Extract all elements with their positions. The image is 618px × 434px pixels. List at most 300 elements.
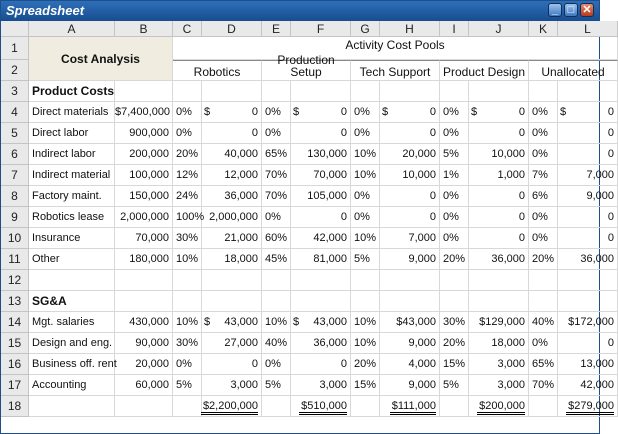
- row-total[interactable]: 100,000: [115, 165, 173, 186]
- column-header-a[interactable]: A: [29, 21, 115, 37]
- pct-cell[interactable]: 0%: [262, 354, 291, 375]
- pct-cell[interactable]: 0%: [351, 123, 380, 144]
- pct-cell[interactable]: 70%: [262, 186, 291, 207]
- amount-cell[interactable]: [380, 186, 440, 207]
- empty-cell[interactable]: [115, 81, 173, 102]
- amount-value: 0: [340, 127, 347, 139]
- amount-cell[interactable]: [380, 165, 440, 186]
- pool-header-unallocated[interactable]: Unallocated: [529, 60, 618, 81]
- empty-cell[interactable]: [351, 81, 380, 102]
- amount-cell[interactable]: [469, 207, 529, 228]
- row-header-9[interactable]: 9: [1, 207, 29, 228]
- empty-cell[interactable]: [202, 270, 262, 291]
- amount-value: 0: [429, 190, 436, 202]
- amount-cell[interactable]: [558, 354, 618, 375]
- pct-cell[interactable]: 0%: [529, 102, 558, 123]
- total-robotics[interactable]: [175, 396, 262, 417]
- pct-cell[interactable]: 10%: [173, 249, 202, 270]
- empty-cell[interactable]: [469, 81, 529, 102]
- amount-value: 3,000: [319, 379, 347, 391]
- cost-analysis-header[interactable]: Cost Analysis: [29, 37, 173, 81]
- pct-cell[interactable]: 0%: [440, 207, 469, 228]
- amount-value: 18,000: [224, 253, 258, 265]
- currency-symbol: $: [560, 106, 567, 118]
- empty-cell[interactable]: [115, 291, 173, 312]
- row-label[interactable]: Indirect material: [29, 165, 115, 186]
- amount-value: 42,000: [580, 379, 614, 391]
- amount-cell[interactable]: [380, 312, 440, 333]
- pct-cell[interactable]: 20%: [351, 354, 380, 375]
- column-header-i[interactable]: I: [440, 21, 469, 37]
- currency-symbol: $: [293, 316, 300, 328]
- pool-header-tech_support[interactable]: Tech Support: [351, 60, 440, 81]
- amount-value: 3,000: [230, 379, 258, 391]
- section-product-costs[interactable]: Product Costs: [29, 81, 115, 102]
- amount-cell[interactable]: [202, 186, 262, 207]
- amount-cell[interactable]: [291, 186, 351, 207]
- amount-value: 0: [518, 211, 525, 223]
- empty-cell[interactable]: [291, 270, 351, 291]
- amount-cell[interactable]: [558, 375, 618, 396]
- empty-cell[interactable]: [202, 81, 262, 102]
- row-label[interactable]: Mgt. salaries: [29, 312, 115, 333]
- row-header-7[interactable]: 7: [1, 165, 29, 186]
- empty-cell[interactable]: [29, 396, 115, 417]
- amount-value: 1,000: [497, 169, 525, 181]
- pct-cell[interactable]: 10%: [173, 312, 202, 333]
- pct-cell[interactable]: 5%: [173, 375, 202, 396]
- pct-cell[interactable]: 0%: [351, 207, 380, 228]
- empty-cell[interactable]: [173, 291, 202, 312]
- row-header-17[interactable]: 17: [1, 375, 29, 396]
- column-header-h[interactable]: H: [380, 21, 440, 37]
- empty-cell[interactable]: [115, 396, 173, 417]
- total-design[interactable]: [442, 396, 529, 417]
- amount-value: 0: [429, 106, 436, 118]
- pct-cell[interactable]: 0%: [173, 354, 202, 375]
- pct-cell[interactable]: 30%: [440, 312, 469, 333]
- amount-cell[interactable]: [558, 144, 618, 165]
- currency-symbol: $: [471, 106, 478, 118]
- amount-cell[interactable]: [202, 333, 262, 354]
- amount-value: 105,000: [307, 190, 347, 202]
- row-label[interactable]: Direct materials: [29, 102, 115, 123]
- pool-header-robotics[interactable]: Robotics: [173, 60, 262, 81]
- amount-value: 43,000: [313, 316, 347, 328]
- empty-cell[interactable]: [202, 291, 262, 312]
- column-header-k[interactable]: K: [529, 21, 558, 37]
- amount-value: 36,000: [580, 253, 614, 265]
- pct-cell[interactable]: 65%: [529, 354, 558, 375]
- pct-cell[interactable]: 45%: [262, 249, 291, 270]
- amount-cell[interactable]: [558, 165, 618, 186]
- row-header-8[interactable]: 8: [1, 186, 29, 207]
- empty-cell[interactable]: [440, 270, 469, 291]
- amount-cell[interactable]: [291, 375, 351, 396]
- pct-cell[interactable]: 40%: [262, 333, 291, 354]
- empty-cell[interactable]: [558, 270, 618, 291]
- amount-cell[interactable]: [469, 123, 529, 144]
- empty-cell[interactable]: [380, 270, 440, 291]
- amount-cell[interactable]: [202, 312, 262, 333]
- pct-cell[interactable]: 5%: [440, 375, 469, 396]
- column-header-j[interactable]: J: [469, 21, 529, 37]
- amount-cell[interactable]: [380, 228, 440, 249]
- amount-cell[interactable]: [380, 375, 440, 396]
- pct-cell[interactable]: 0%: [440, 228, 469, 249]
- empty-cell[interactable]: [558, 291, 618, 312]
- amount-value: 0: [518, 190, 525, 202]
- pct-cell[interactable]: 10%: [262, 312, 291, 333]
- window-title: Spreadsheet: [6, 3, 85, 18]
- empty-cell[interactable]: [351, 291, 380, 312]
- pct-cell[interactable]: 0%: [529, 123, 558, 144]
- row-total[interactable]: 180,000: [115, 249, 173, 270]
- section-sga[interactable]: SG&A: [29, 291, 115, 312]
- amount-value: 81,000: [313, 253, 347, 265]
- pct-cell[interactable]: 1%: [440, 165, 469, 186]
- total-value: $200,000: [477, 400, 525, 415]
- minimize-icon: _: [551, 4, 559, 16]
- pct-cell[interactable]: 5%: [262, 375, 291, 396]
- amount-value: 40,000: [224, 148, 258, 160]
- amount-cell[interactable]: [202, 144, 262, 165]
- pct-cell[interactable]: 0%: [440, 123, 469, 144]
- row-header-3[interactable]: 3: [1, 81, 29, 102]
- amount-cell[interactable]: [558, 102, 618, 123]
- amount-cell[interactable]: [469, 165, 529, 186]
- pct-cell[interactable]: 0%: [173, 123, 202, 144]
- amount-cell[interactable]: [202, 102, 262, 123]
- amount-value: 4,000: [408, 358, 436, 370]
- empty-cell[interactable]: [529, 291, 558, 312]
- amount-cell[interactable]: [469, 375, 529, 396]
- column-header-e[interactable]: E: [262, 21, 291, 37]
- amount-cell[interactable]: [469, 333, 529, 354]
- total-unalloc[interactable]: [531, 396, 618, 417]
- amount-cell[interactable]: [291, 144, 351, 165]
- amount-cell[interactable]: [202, 354, 262, 375]
- empty-cell[interactable]: [351, 270, 380, 291]
- amount-value: 0: [518, 232, 525, 244]
- pct-cell[interactable]: 0%: [351, 102, 380, 123]
- amount-cell[interactable]: [558, 123, 618, 144]
- row-header-5[interactable]: 5: [1, 123, 29, 144]
- row-header-16[interactable]: 16: [1, 354, 29, 375]
- row-label[interactable]: Accounting: [29, 375, 115, 396]
- amount-cell[interactable]: [202, 249, 262, 270]
- column-header-b[interactable]: B: [115, 21, 173, 37]
- total-tech[interactable]: [353, 396, 440, 417]
- pct-cell[interactable]: 20%: [173, 144, 202, 165]
- pct-cell[interactable]: 12%: [173, 165, 202, 186]
- empty-cell[interactable]: [529, 270, 558, 291]
- amount-cell[interactable]: [202, 207, 262, 228]
- amount-cell[interactable]: [558, 228, 618, 249]
- pct-cell[interactable]: 0%: [351, 186, 380, 207]
- pct-cell[interactable]: 20%: [440, 249, 469, 270]
- total-value: $510,000: [299, 400, 347, 415]
- amount-cell[interactable]: [291, 207, 351, 228]
- row-total[interactable]: 20,000: [115, 354, 173, 375]
- row-total[interactable]: 70,000: [115, 228, 173, 249]
- amount-value: 18,000: [491, 337, 525, 349]
- amount-value: 0: [429, 127, 436, 139]
- pool-header-production_setup[interactable]: Production Setup: [262, 60, 351, 81]
- amount-cell[interactable]: [469, 354, 529, 375]
- pct-cell[interactable]: 0%: [173, 102, 202, 123]
- pct-cell[interactable]: 65%: [262, 144, 291, 165]
- row-label[interactable]: Design and eng.: [29, 333, 115, 354]
- row-header-15[interactable]: 15: [1, 333, 29, 354]
- amount-value: 3,000: [497, 358, 525, 370]
- amount-cell[interactable]: [291, 354, 351, 375]
- amount-cell[interactable]: [380, 333, 440, 354]
- row-header-4[interactable]: 4: [1, 102, 29, 123]
- empty-cell[interactable]: [380, 291, 440, 312]
- empty-cell[interactable]: [262, 270, 291, 291]
- pct-cell[interactable]: 15%: [440, 354, 469, 375]
- amount-cell[interactable]: [380, 207, 440, 228]
- total-setup[interactable]: [264, 396, 351, 417]
- amount-cell[interactable]: [291, 123, 351, 144]
- amount-value: 0: [518, 106, 525, 118]
- amount-value: 10,000: [491, 148, 525, 160]
- empty-cell[interactable]: [558, 81, 618, 102]
- amount-value: 36,000: [313, 337, 347, 349]
- amount-cell[interactable]: [380, 249, 440, 270]
- minimize-button[interactable]: [548, 3, 562, 17]
- row-total[interactable]: 2,000,000: [115, 207, 173, 228]
- amount-value: 0: [429, 211, 436, 223]
- amount-value: 36,000: [224, 190, 258, 202]
- row-total[interactable]: 90,000: [115, 333, 173, 354]
- amount-cell[interactable]: [469, 186, 529, 207]
- pct-cell[interactable]: 20%: [529, 249, 558, 270]
- amount-value: 0: [518, 127, 525, 139]
- amount-cell[interactable]: [291, 102, 351, 123]
- row-total[interactable]: 430,000: [115, 312, 173, 333]
- row-total[interactable]: 60,000: [115, 375, 173, 396]
- amount-value: 0: [607, 337, 614, 349]
- pct-cell[interactable]: 70%: [529, 375, 558, 396]
- amount-value: 10,000: [402, 169, 436, 181]
- pct-cell[interactable]: 0%: [262, 123, 291, 144]
- pct-cell[interactable]: 0%: [440, 186, 469, 207]
- amount-cell[interactable]: [469, 102, 529, 123]
- row-header-2[interactable]: 2: [1, 60, 29, 81]
- pct-cell[interactable]: 60%: [262, 228, 291, 249]
- pct-cell[interactable]: 100%: [173, 207, 202, 228]
- amount-value: 13,000: [580, 358, 614, 370]
- empty-cell[interactable]: [173, 270, 202, 291]
- amount-cell[interactable]: [202, 228, 262, 249]
- amount-value: 9,000: [408, 379, 436, 391]
- pct-cell[interactable]: 5%: [351, 249, 380, 270]
- pct-cell[interactable]: 0%: [262, 102, 291, 123]
- empty-cell[interactable]: [469, 270, 529, 291]
- column-header-g[interactable]: G: [351, 21, 380, 37]
- amount-value: 0: [607, 148, 614, 160]
- empty-cell[interactable]: [291, 81, 351, 102]
- amount-value: $172,000: [568, 316, 614, 328]
- pct-cell[interactable]: 30%: [173, 228, 202, 249]
- amount-value: 70,000: [313, 169, 347, 181]
- amount-cell[interactable]: [380, 354, 440, 375]
- close-icon: ✕: [582, 4, 592, 16]
- column-header-f[interactable]: F: [291, 21, 351, 37]
- amount-value: 130,000: [307, 148, 347, 160]
- amount-value: 36,000: [491, 253, 525, 265]
- maximize-button[interactable]: [564, 3, 578, 17]
- amount-value: 0: [251, 127, 258, 139]
- pct-cell[interactable]: 10%: [351, 312, 380, 333]
- empty-cell[interactable]: [380, 81, 440, 102]
- empty-cell[interactable]: [29, 270, 115, 291]
- amount-cell[interactable]: [558, 333, 618, 354]
- amount-value: 43,000: [224, 316, 258, 328]
- row-label[interactable]: Factory maint.: [29, 186, 115, 207]
- amount-value: 2,000,000: [209, 211, 258, 223]
- pct-cell[interactable]: 24%: [173, 186, 202, 207]
- amount-value: 0: [340, 358, 347, 370]
- row-header-12[interactable]: 12: [1, 270, 29, 291]
- amount-cell[interactable]: [202, 375, 262, 396]
- amount-cell[interactable]: [558, 312, 618, 333]
- amount-value: 0: [607, 211, 614, 223]
- amount-value: 0: [607, 127, 614, 139]
- row-label[interactable]: Insurance: [29, 228, 115, 249]
- amount-cell[interactable]: [380, 123, 440, 144]
- amount-cell[interactable]: [291, 249, 351, 270]
- amount-value: 12,000: [224, 169, 258, 181]
- activity-cost-pools-header[interactable]: Activity Cost Pools: [173, 37, 618, 60]
- amount-value: 0: [251, 358, 258, 370]
- amount-cell[interactable]: [202, 123, 262, 144]
- empty-cell[interactable]: [469, 291, 529, 312]
- row-header-14[interactable]: 14: [1, 312, 29, 333]
- pct-cell[interactable]: 0%: [529, 144, 558, 165]
- close-button[interactable]: [580, 3, 594, 17]
- pct-cell[interactable]: 70%: [262, 165, 291, 186]
- amount-value: 21,000: [224, 232, 258, 244]
- pct-cell[interactable]: 6%: [529, 186, 558, 207]
- amount-cell[interactable]: [469, 144, 529, 165]
- row-label[interactable]: Other: [29, 249, 115, 270]
- row-header-10[interactable]: 10: [1, 228, 29, 249]
- amount-value: $129,000: [479, 316, 525, 328]
- amount-cell[interactable]: [558, 186, 618, 207]
- row-label[interactable]: Robotics lease: [29, 207, 115, 228]
- pct-cell[interactable]: 0%: [440, 102, 469, 123]
- row-header-11[interactable]: 11: [1, 249, 29, 270]
- amount-cell[interactable]: [291, 165, 351, 186]
- amount-cell[interactable]: [558, 207, 618, 228]
- pct-cell[interactable]: 30%: [173, 333, 202, 354]
- row-header-1[interactable]: 1: [1, 37, 29, 60]
- pct-cell[interactable]: 0%: [262, 207, 291, 228]
- pct-cell[interactable]: 5%: [440, 144, 469, 165]
- pct-cell[interactable]: 0%: [529, 207, 558, 228]
- amount-cell[interactable]: [291, 228, 351, 249]
- row-total[interactable]: 900,000: [115, 123, 173, 144]
- amount-value: 20,000: [402, 148, 436, 160]
- amount-cell[interactable]: [291, 312, 351, 333]
- row-total[interactable]: $7,400,000: [115, 102, 173, 123]
- pct-cell[interactable]: 0%: [529, 228, 558, 249]
- column-header-d[interactable]: D: [202, 21, 262, 37]
- row-label[interactable]: Business off. rent: [29, 354, 115, 375]
- row-header-13[interactable]: 13: [1, 291, 29, 312]
- empty-cell[interactable]: [173, 81, 202, 102]
- pct-cell[interactable]: 15%: [351, 375, 380, 396]
- pct-cell[interactable]: 10%: [351, 228, 380, 249]
- column-header-c[interactable]: C: [173, 21, 202, 37]
- currency-symbol: $: [382, 106, 389, 118]
- empty-cell[interactable]: [262, 291, 291, 312]
- amount-value: 9,000: [408, 337, 436, 349]
- amount-value: 9,000: [408, 253, 436, 265]
- amount-value: 0: [607, 106, 614, 118]
- amount-value: 3,000: [497, 379, 525, 391]
- row-total[interactable]: 200,000: [115, 144, 173, 165]
- column-header-l[interactable]: L: [558, 21, 618, 37]
- row-header-18[interactable]: 18: [1, 396, 29, 417]
- empty-cell[interactable]: [529, 81, 558, 102]
- row-label[interactable]: Direct labor: [29, 123, 115, 144]
- amount-value: 0: [607, 232, 614, 244]
- pct-cell[interactable]: 20%: [440, 333, 469, 354]
- amount-value: 9,000: [586, 190, 614, 202]
- total-value: $111,000: [390, 400, 436, 415]
- currency-symbol: $: [204, 316, 211, 328]
- empty-cell[interactable]: [262, 81, 291, 102]
- amount-cell[interactable]: [380, 102, 440, 123]
- empty-cell[interactable]: [440, 81, 469, 102]
- amount-cell[interactable]: [469, 228, 529, 249]
- pct-cell[interactable]: 7%: [529, 165, 558, 186]
- pct-cell[interactable]: 10%: [351, 333, 380, 354]
- amount-cell[interactable]: [380, 144, 440, 165]
- pct-cell[interactable]: 10%: [351, 165, 380, 186]
- amount-value: 7,000: [408, 232, 436, 244]
- empty-cell[interactable]: [115, 270, 173, 291]
- pool-header-product_design[interactable]: Product Design: [440, 60, 529, 81]
- total-value: $279,000: [566, 400, 614, 415]
- amount-cell[interactable]: [469, 249, 529, 270]
- total-value: $2,200,000: [201, 400, 258, 415]
- currency-symbol: $: [293, 106, 300, 118]
- pct-cell[interactable]: 40%: [529, 312, 558, 333]
- amount-cell[interactable]: [291, 333, 351, 354]
- empty-cell[interactable]: [291, 291, 351, 312]
- amount-value: $43,000: [396, 316, 436, 328]
- row-label[interactable]: Indirect labor: [29, 144, 115, 165]
- amount-value: 0: [251, 106, 258, 118]
- empty-cell[interactable]: [440, 291, 469, 312]
- amount-value: 0: [340, 106, 347, 118]
- select-all-corner[interactable]: [1, 21, 29, 37]
- amount-value: 0: [340, 211, 347, 223]
- pct-cell[interactable]: 0%: [529, 333, 558, 354]
- title-bar: [1, 1, 599, 21]
- row-header-6[interactable]: 6: [1, 144, 29, 165]
- pct-cell[interactable]: 10%: [351, 144, 380, 165]
- amount-cell[interactable]: [469, 312, 529, 333]
- amount-cell[interactable]: [558, 249, 618, 270]
- amount-cell[interactable]: [202, 165, 262, 186]
- row-total[interactable]: 150,000: [115, 186, 173, 207]
